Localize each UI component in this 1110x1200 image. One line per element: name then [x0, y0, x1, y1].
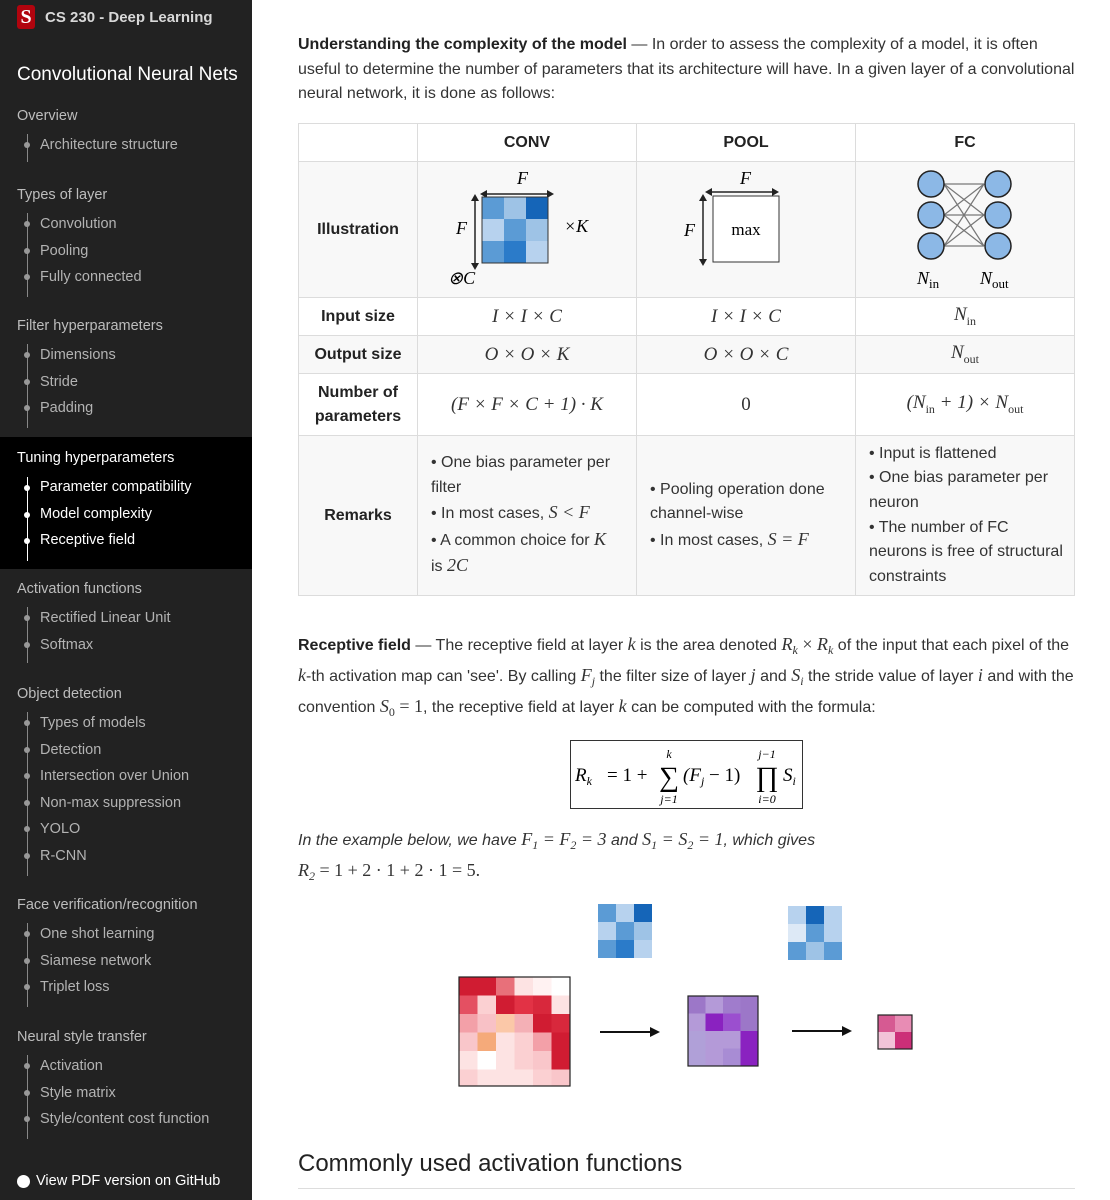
- sidebar-item-one-shot-learning[interactable]: One shot learning: [40, 926, 155, 942]
- pool-num-params: 0: [637, 374, 856, 436]
- sidebar-title[interactable]: Convolutional Neural Nets: [17, 64, 238, 85]
- max-label: max: [731, 220, 761, 239]
- sidebar-tree-line: [27, 712, 28, 876]
- sidebar-item-yolo[interactable]: YOLO: [40, 821, 81, 837]
- arrow-2-icon: [792, 1026, 852, 1036]
- fc-input-size: [856, 298, 1075, 336]
- output-neuron: [985, 202, 1011, 228]
- sidebar-section-title[interactable]: Activation functions: [17, 581, 142, 597]
- n-out-label: $N_{out}$: [980, 268, 1009, 291]
- fc-remark-flattened: • Input is flattened: [869, 444, 997, 462]
- bullet-icon: [24, 379, 30, 385]
- row-header-number-of-parameters: [299, 374, 418, 436]
- bullet-icon: [24, 1116, 30, 1122]
- formula-term: $(F_j - 1)$: [683, 765, 741, 788]
- pool-remark-channelwise: • Pooling operation done channel-wise: [650, 480, 825, 523]
- conv-remark-k: • A common choice for K is 2C: [431, 528, 607, 576]
- bullet-icon: [24, 142, 30, 148]
- heading-divider: [298, 1188, 1075, 1189]
- conv-illustration-cell: [418, 162, 637, 298]
- channels-label: ⊗C: [448, 268, 476, 288]
- sidebar-item-receptive-field[interactable]: Receptive field: [40, 532, 136, 548]
- sidebar-section-object-detection: [0, 678, 252, 888]
- formula-lhs: $R_k$: [575, 765, 592, 788]
- sum-lower: j=1: [660, 792, 678, 806]
- fc-remark-neurons: • The number of FC neurons is free of structural constraints: [869, 518, 1063, 585]
- bullet-icon: [24, 405, 30, 411]
- output-neuron: [985, 233, 1011, 259]
- conv-illustration: [418, 162, 636, 292]
- bullet-icon: [24, 826, 30, 832]
- fc-output-n: N: [950, 342, 964, 364]
- bullet-icon: [24, 984, 30, 990]
- fc-output-size: [856, 336, 1075, 374]
- sidebar-section-title[interactable]: Types of layer: [17, 187, 108, 203]
- sidebar-section-face-verification: [0, 889, 252, 1014]
- pool-illustration-cell: [637, 162, 856, 298]
- sidebar-tree-line: [27, 134, 28, 162]
- sidebar-item-softmax[interactable]: Softmax: [40, 637, 94, 653]
- filter-size-label: F: [517, 168, 528, 188]
- sidebar-section-activation-functions: [0, 573, 252, 671]
- pdf-github-link[interactable]: [17, 1173, 220, 1189]
- sidebar-section-title[interactable]: Object detection: [17, 686, 122, 702]
- sidebar-item-padding[interactable]: Padding: [40, 400, 94, 416]
- fc-input-sub: in: [966, 313, 977, 328]
- fc-illustration: [856, 162, 1074, 292]
- sidebar-item-triplet-loss[interactable]: Triplet loss: [40, 979, 110, 995]
- filter-2-grid: [788, 906, 842, 960]
- fc-remarks: [856, 436, 1075, 596]
- sidebar-item-fully-connected[interactable]: Fully connected: [40, 269, 142, 285]
- bullet-icon: [24, 800, 30, 806]
- bullet-icon: [24, 720, 30, 726]
- bullet-icon: [24, 248, 30, 254]
- model-complexity-heading: Understanding the complexity of the model: [298, 36, 627, 53]
- sidebar-section-title[interactable]: Filter hyperparameters: [17, 318, 163, 334]
- output-activation-grid: [878, 1015, 912, 1049]
- formula-graphic: [571, 741, 802, 808]
- github-icon: [17, 1175, 30, 1188]
- sidebar-item-detection[interactable]: Detection: [40, 742, 102, 758]
- sidebar-item-convolution[interactable]: Convolution: [40, 216, 117, 232]
- sidebar-item-iou[interactable]: Intersection over Union: [40, 768, 190, 784]
- sidebar-item-non-max-suppression[interactable]: Non-max suppression: [40, 795, 182, 811]
- bullet-icon: [24, 485, 30, 491]
- example-paragraph: In the example below, we have $F_1 = F_2 = 3$ and $S_1 = S_2 = 1$, which gives $R_2 = 1 + 2 \cdot 1 + 2 \cdot 1 = 5$.: [298, 829, 816, 883]
- sidebar-item-pooling[interactable]: Pooling: [40, 243, 89, 259]
- pool-size-label: F: [740, 168, 751, 188]
- fc-params-b: + 1) × N: [934, 392, 1009, 414]
- pool-remark-stride: • In most cases, S = F: [650, 528, 809, 549]
- bullet-icon: [24, 642, 30, 648]
- fc-input-n: N: [953, 304, 967, 326]
- sidebar-item-cost-function[interactable]: Style/content cost function: [40, 1111, 210, 1127]
- sidebar-section-overview: [0, 100, 252, 170]
- pdf-link-label[interactable]: View PDF version on GitHub: [36, 1173, 221, 1189]
- sidebar-section-title[interactable]: Neural style transfer: [17, 1029, 147, 1045]
- brand-title[interactable]: CS 230 - Deep Learning: [45, 8, 213, 26]
- header-pool: POOL: [637, 124, 856, 162]
- row-header-illustration: Illustration: [299, 162, 418, 298]
- conv-remark-bias: • One bias parameter per filter: [431, 454, 611, 496]
- fc-params-a-sub: in: [925, 401, 935, 416]
- intro-text: In order to assess the complexity of a model, it is often useful to determine the number of parameters that its architecture will have. In a given layer of a convolutional neural network, it is done as follows:: [298, 36, 1075, 103]
- bullet-icon: [24, 274, 30, 280]
- bullet-icon: [24, 352, 30, 358]
- header-fc: FC: [856, 124, 1075, 162]
- complexity-table: [298, 123, 1075, 596]
- sidebar-section-title-active[interactable]: Tuning hyperparameters: [17, 450, 175, 466]
- filter-size-label-left: F: [456, 218, 467, 238]
- bullet-icon: [24, 512, 30, 518]
- bullet-icon: [24, 773, 30, 779]
- bullet-icon: [24, 931, 30, 937]
- pool-input-size: I × I × C: [637, 298, 856, 336]
- conv-filter-grid: [482, 197, 548, 263]
- conv-remarks: [418, 436, 637, 596]
- pool-illustration: [637, 162, 855, 292]
- bullet-icon: [24, 221, 30, 227]
- bullet-icon: [24, 1063, 30, 1069]
- sidebar: [0, 0, 252, 1200]
- bullet-icon: [24, 958, 30, 964]
- sidebar-item-relu[interactable]: Rectified Linear Unit: [40, 610, 171, 626]
- row-header-input-size: Input size: [299, 298, 418, 336]
- arrow-1-icon: [600, 1027, 660, 1037]
- bullet-icon: [24, 747, 30, 753]
- header-conv: CONV: [418, 124, 637, 162]
- fc-remark-bias: • One bias parameter per neuron: [869, 469, 1049, 511]
- sidebar-item-model-complexity[interactable]: Model complexity: [40, 506, 153, 522]
- receptive-field-formula: [570, 740, 803, 809]
- sum-upper: k: [666, 747, 672, 761]
- receptive-field-paragraph: Receptive field — The receptive field at layer k is the area denoted $R_k \times R_k$ of the input that each pixel of the k-th activation map can 'see'. By calling $F_j$ the filter size of layer j and $S_i$ the stride value of layer i and with the convention $S_0 = 1$, the receptive field at layer k can be computed with the formula:: [298, 634, 1074, 719]
- sidebar-section-neural-style-transfer: [0, 1021, 252, 1146]
- prod-lower: i=0: [758, 792, 776, 806]
- model-complexity-paragraph: [298, 33, 1075, 107]
- sidebar-item-style-matrix[interactable]: Style matrix: [40, 1085, 116, 1101]
- prod-upper: j−1: [758, 747, 776, 761]
- fc-num-params: [856, 374, 1075, 436]
- conv-input-size: I × I × C: [418, 298, 637, 336]
- sidebar-section-filter-hyperparameters: [0, 310, 252, 435]
- sidebar-section-types-of-layer: [0, 179, 252, 304]
- row-header-output-size: Output size: [299, 336, 418, 374]
- conv-remark-stride: • In most cases, S < F: [431, 502, 590, 523]
- row-header-remarks: Remarks: [299, 436, 418, 596]
- sidebar-item-dimensions[interactable]: Dimensions: [40, 347, 116, 363]
- bullet-icon: [24, 1090, 30, 1096]
- times-k-label: ×K: [564, 216, 589, 236]
- fc-output-sub: out: [963, 351, 980, 366]
- fc-params-a: (N: [906, 392, 926, 414]
- stanford-logo-icon: S: [17, 5, 35, 29]
- product-icon: ∏: [755, 762, 779, 793]
- receptive-field-heading: Receptive field: [298, 637, 411, 654]
- n-in-label: $N_{in}$: [917, 268, 940, 291]
- fc-illustration-cell: [856, 162, 1075, 298]
- receptive-field-example-figure: [298, 900, 1075, 1100]
- bullet-icon: [24, 853, 30, 859]
- intermediate-activation-grid: [688, 996, 758, 1066]
- empty-header: [299, 124, 418, 162]
- input-activation-grid: [459, 977, 570, 1086]
- sidebar-section-tuning-hyperparameters: [0, 437, 252, 569]
- sidebar-item-activation[interactable]: Activation: [40, 1058, 103, 1074]
- sidebar-item-r-cnn[interactable]: R-CNN: [40, 848, 87, 864]
- dash: —: [626, 36, 652, 53]
- bullet-icon: [24, 538, 30, 544]
- output-neuron: [985, 171, 1011, 197]
- sidebar-section-title[interactable]: Face verification/recognition: [17, 897, 198, 913]
- sidebar-section-title[interactable]: Overview: [17, 108, 78, 124]
- sidebar-item-siamese-network[interactable]: Siamese network: [40, 953, 152, 969]
- conv-num-params: (F × F × C + 1) · K: [418, 374, 637, 436]
- input-neuron: [918, 202, 944, 228]
- sidebar-item-parameter-compatibility[interactable]: Parameter compatibility: [40, 479, 192, 495]
- fc-params-b-sub: out: [1008, 401, 1024, 416]
- pool-output-size: O × O × C: [637, 336, 856, 374]
- pool-size-label-left: F: [684, 220, 695, 240]
- formula-stride: $S_i$: [783, 765, 796, 788]
- params-header-line2: parameters: [314, 407, 402, 425]
- params-header-line1: Number of: [318, 383, 398, 401]
- fc-connections: [944, 184, 984, 246]
- input-neuron: [918, 233, 944, 259]
- activation-functions-heading: Commonly used activation functions: [298, 1150, 683, 1177]
- pool-remarks: [637, 436, 856, 596]
- sidebar-item-types-of-models[interactable]: Types of models: [40, 715, 146, 731]
- filter-1-grid: [598, 904, 652, 958]
- sidebar-item-architecture-structure[interactable]: Architecture structure: [40, 137, 178, 153]
- conv-output-size: O × O × K: [418, 336, 637, 374]
- input-neuron: [918, 171, 944, 197]
- brand[interactable]: [17, 5, 213, 29]
- formula-eq: = 1 +: [607, 765, 648, 786]
- sidebar-item-stride[interactable]: Stride: [40, 374, 78, 390]
- bullet-icon: [24, 615, 30, 621]
- sum-icon: ∑: [659, 762, 679, 793]
